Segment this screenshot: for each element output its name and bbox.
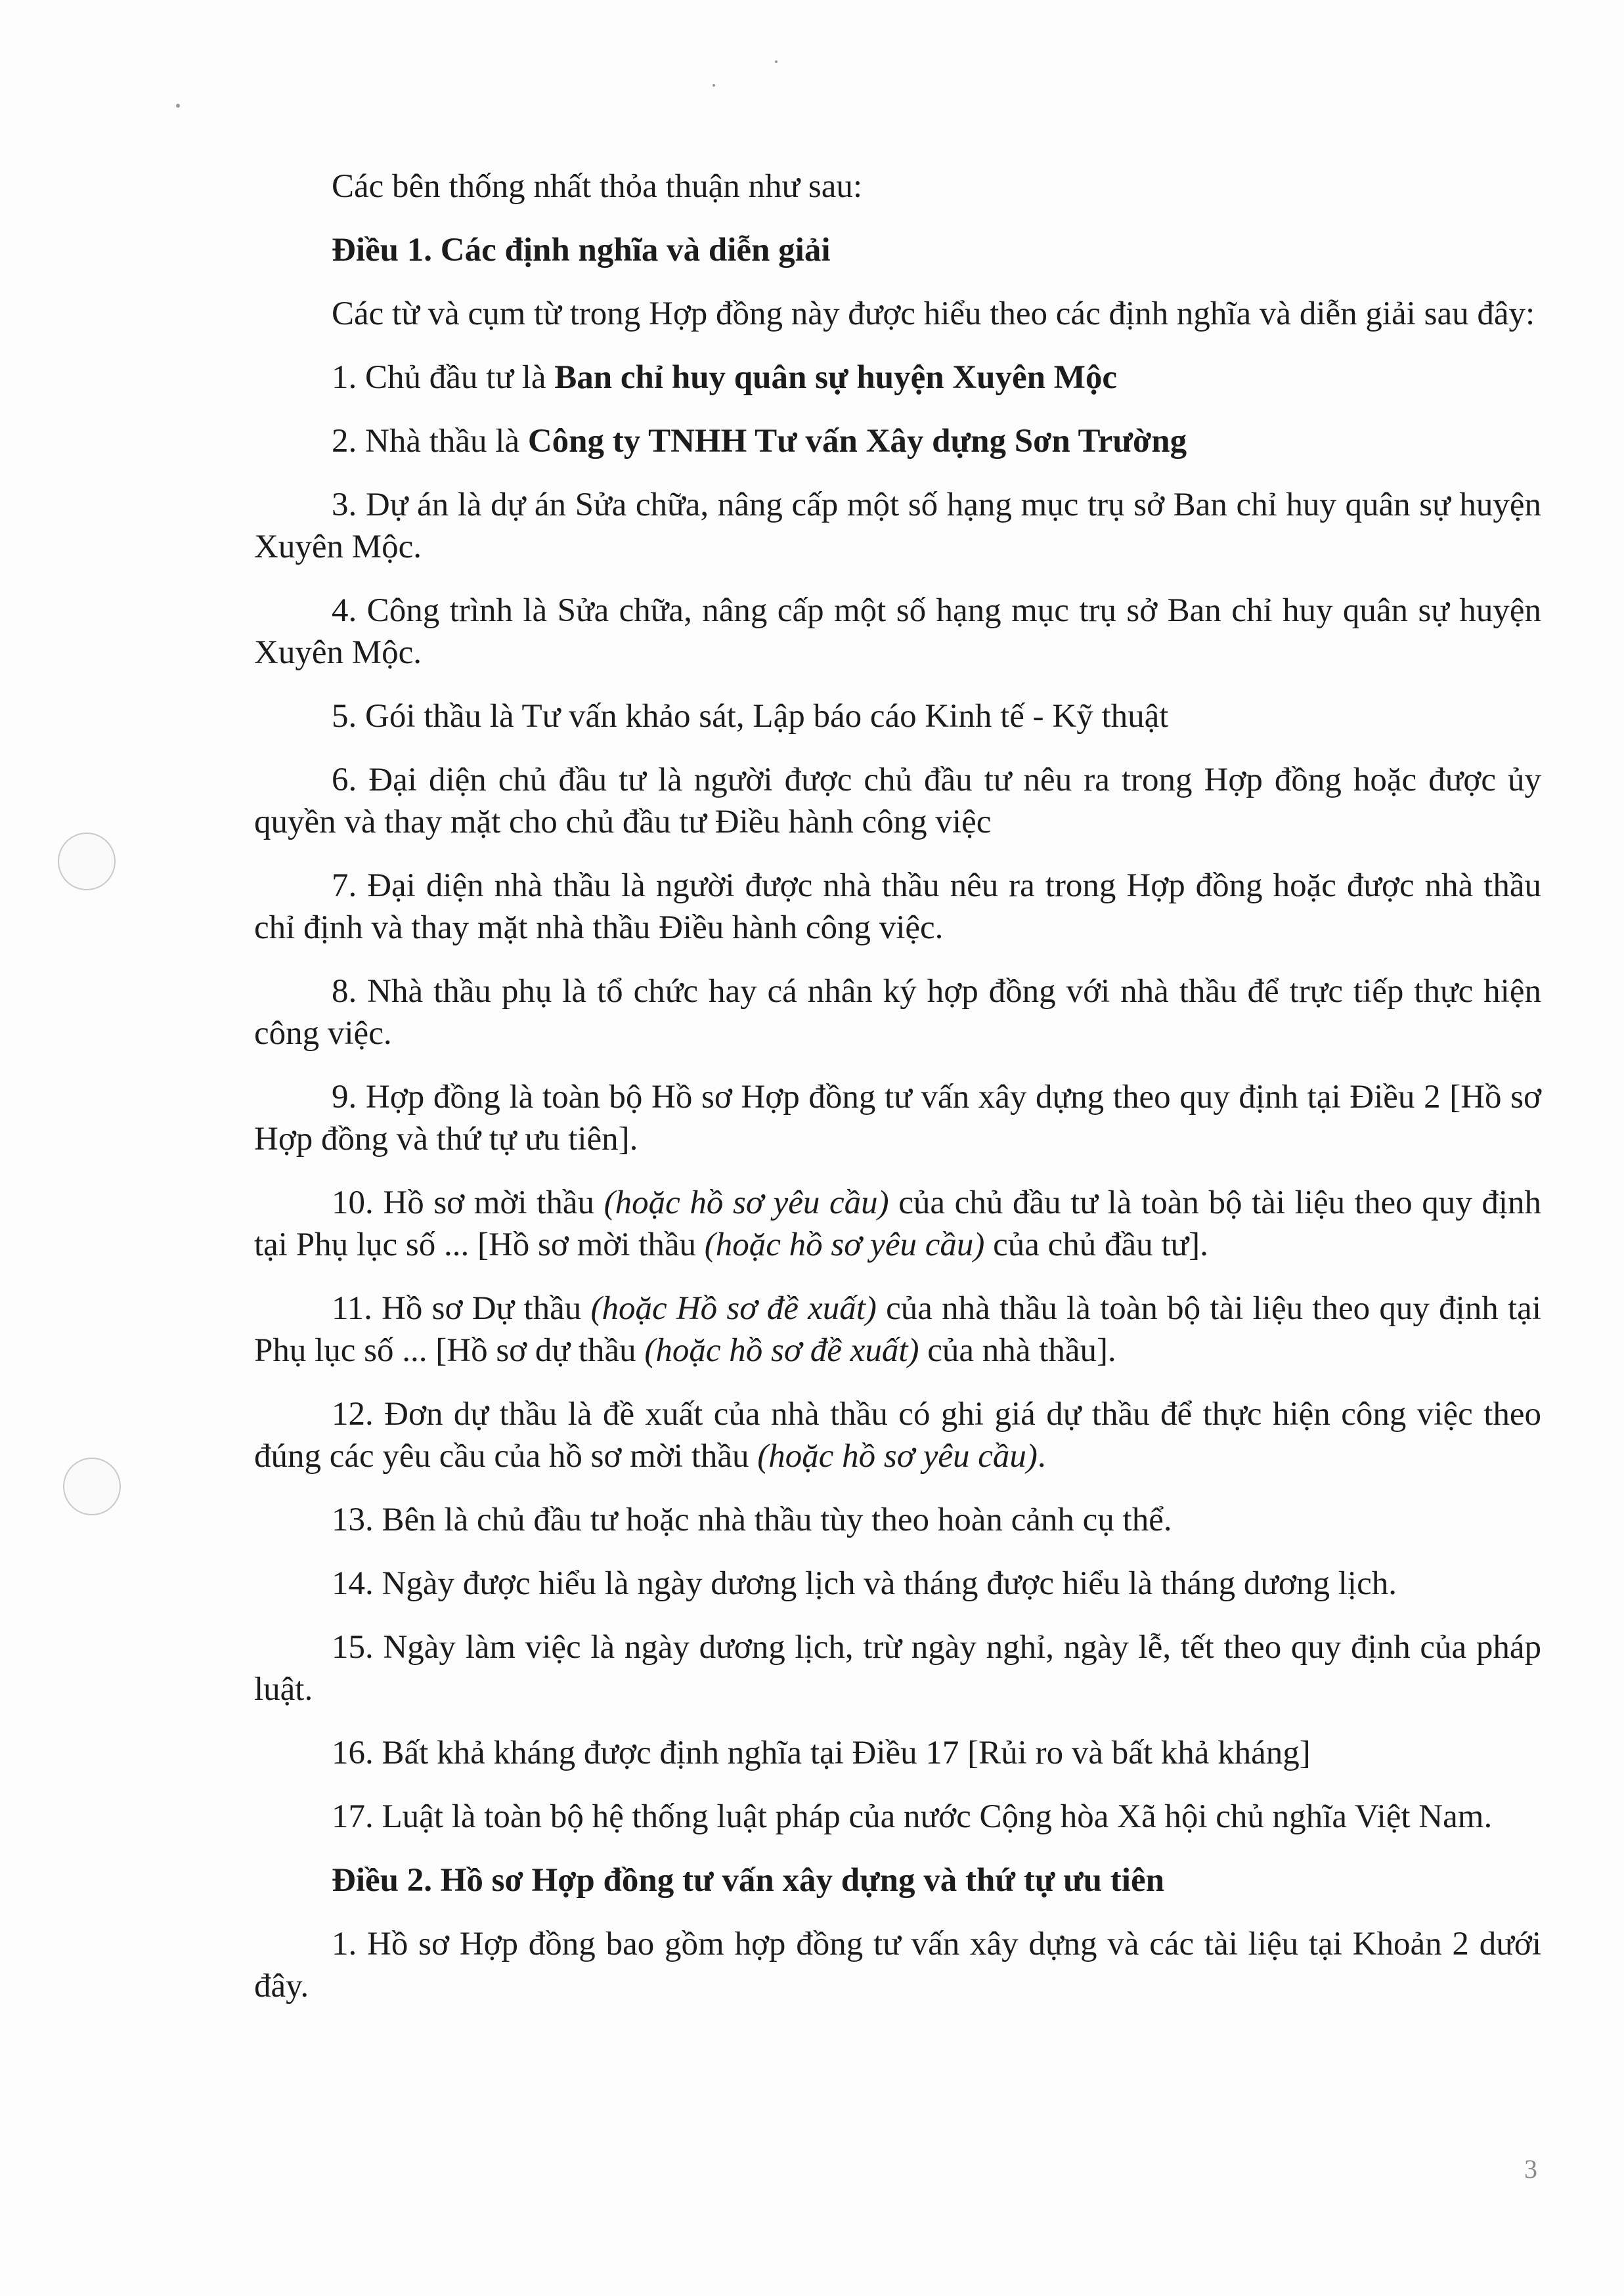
definition-item-14: 14. Ngày được hiểu là ngày dương lịch và tháng được hiểu là tháng dương lịch. [332,1565,1397,1602]
definition-text: . [1037,1438,1046,1475]
definition-item-17: 17. Luật là toàn bộ hệ thống luật pháp của nước Cộng hòa Xã hội chủ nghĩa Việt Nam. [332,1798,1493,1835]
definition-text: của chủ đầu tư là toàn bộ tài liệu theo quy định tại Phụ lục số ... [Hồ sơ mời thầu [254,1184,1541,1263]
definition-emphasis: Công ty TNHH Tư vấn Xây dựng Sơn Trường [527,423,1187,460]
definition-text: 10. Hồ sơ mời thầu [332,1184,604,1221]
definition-item-10 [254,1182,1541,1266]
definition-emphasis: Ban chỉ huy quân sự huyện Xuyên Mộc [554,359,1118,396]
article-2-title: Điều 2. Hồ sơ Hợp đồng tư vấn xây dựng và thứ tự ưu tiên [332,1862,1164,1899]
definition-text: của nhà thầu là toàn bộ tài liệu theo quy định tại Phụ lục số ... [Hồ sơ dự thầu [254,1290,1541,1369]
definition-item-1 [254,357,1541,399]
punch-hole-bottom [63,1458,121,1515]
definition-text: 2. Nhà thầu là [332,423,528,460]
scan-speck [775,60,778,63]
definition-item-2 [254,420,1541,462]
page-number: 3 [1524,2154,1537,2184]
definition-italic: (hoặc hồ sơ yêu cầu) [704,1226,985,1263]
definition-text: của chủ đầu tư]. [984,1226,1208,1263]
definition-item-16: 16. Bất khả kháng được định nghĩa tại Điều 17 [Rủi ro và bất khả kháng] [332,1735,1311,1771]
definition-item-8: 8. Nhà thầu phụ là tổ chức hay cá nhân ký hợp đồng với nhà thầu để trực tiếp thực hiện công việc. [254,973,1541,1052]
document-body [254,165,1541,2029]
punch-hole-top [58,833,116,890]
definition-italic: (hoặc Hồ sơ đề xuất) [590,1290,877,1327]
definition-item-13: 13. Bên là chủ đầu tư hoặc nhà thầu tùy theo hoàn cảnh cụ thể. [332,1502,1172,1538]
definition-item-9: 9. Hợp đồng là toàn bộ Hồ sơ Hợp đồng tư vấn xây dựng theo quy định tại Điều 2 [Hồ sơ Hợp đồng và thứ tự ưu tiên]. [254,1079,1541,1158]
definition-item-3: 3. Dự án là dự án Sửa chữa, nâng cấp một số hạng mục trụ sở Ban chỉ huy quân sự huyện Xuyên Mộc. [254,487,1541,565]
scan-speck [176,104,180,108]
definition-text: của nhà thầu]. [919,1332,1116,1369]
article-1-title: Điều 1. Các định nghĩa và diễn giải [332,232,831,269]
definition-item-7: 7. Đại diện nhà thầu là người được nhà thầu nêu ra trong Hợp đồng hoặc được nhà thầu chỉ định và thay mặt nhà thầu Điều hành công việc. [254,867,1541,946]
article-1-lead: Các từ và cụm từ trong Hợp đồng này được hiểu theo các định nghĩa và diễn giải sau đây: [332,295,1535,332]
definition-italic: (hoặc hồ sơ yêu cầu) [757,1438,1038,1475]
definition-item-4: 4. Công trình là Sửa chữa, nâng cấp một số hạng mục trụ sở Ban chỉ huy quân sự huyện Xuyên Mộc. [254,592,1541,671]
definition-text: 12. Đơn dự thầu là đề xuất của nhà thầu có ghi giá dự thầu để thực hiện công việc theo đúng các yêu cầu của hồ sơ mời thầu [254,1396,1541,1475]
definition-item-6: 6. Đại diện chủ đầu tư là người được chủ đầu tư nêu ra trong Hợp đồng hoặc được ủy quyền và thay mặt cho chủ đầu tư Điều hành công việc [254,762,1541,840]
definition-italic: (hoặc hồ sơ đề xuất) [644,1332,919,1369]
definition-italic: (hoặc hồ sơ yêu cầu) [604,1184,889,1221]
definition-text: 11. Hồ sơ Dự thầu [332,1290,591,1327]
definition-text: 1. Chủ đầu tư là [332,359,555,396]
definition-item-15: 15. Ngày làm việc là ngày dương lịch, trừ ngày nghỉ, ngày lễ, tết theo quy định của pháp luật. [254,1629,1541,1708]
definition-item-11 [254,1288,1541,1372]
intro-text: Các bên thống nhất thỏa thuận như sau: [332,168,863,205]
definition-item-12 [254,1393,1541,1477]
scan-speck [713,84,715,87]
definition-item-5: 5. Gói thầu là Tư vấn khảo sát, Lập báo cáo Kinh tế - Kỹ thuật [332,698,1169,735]
article-2-item-1: 1. Hồ sơ Hợp đồng bao gồm hợp đồng tư vấn xây dựng và các tài liệu tại Khoản 2 dưới đây. [254,1926,1541,2004]
